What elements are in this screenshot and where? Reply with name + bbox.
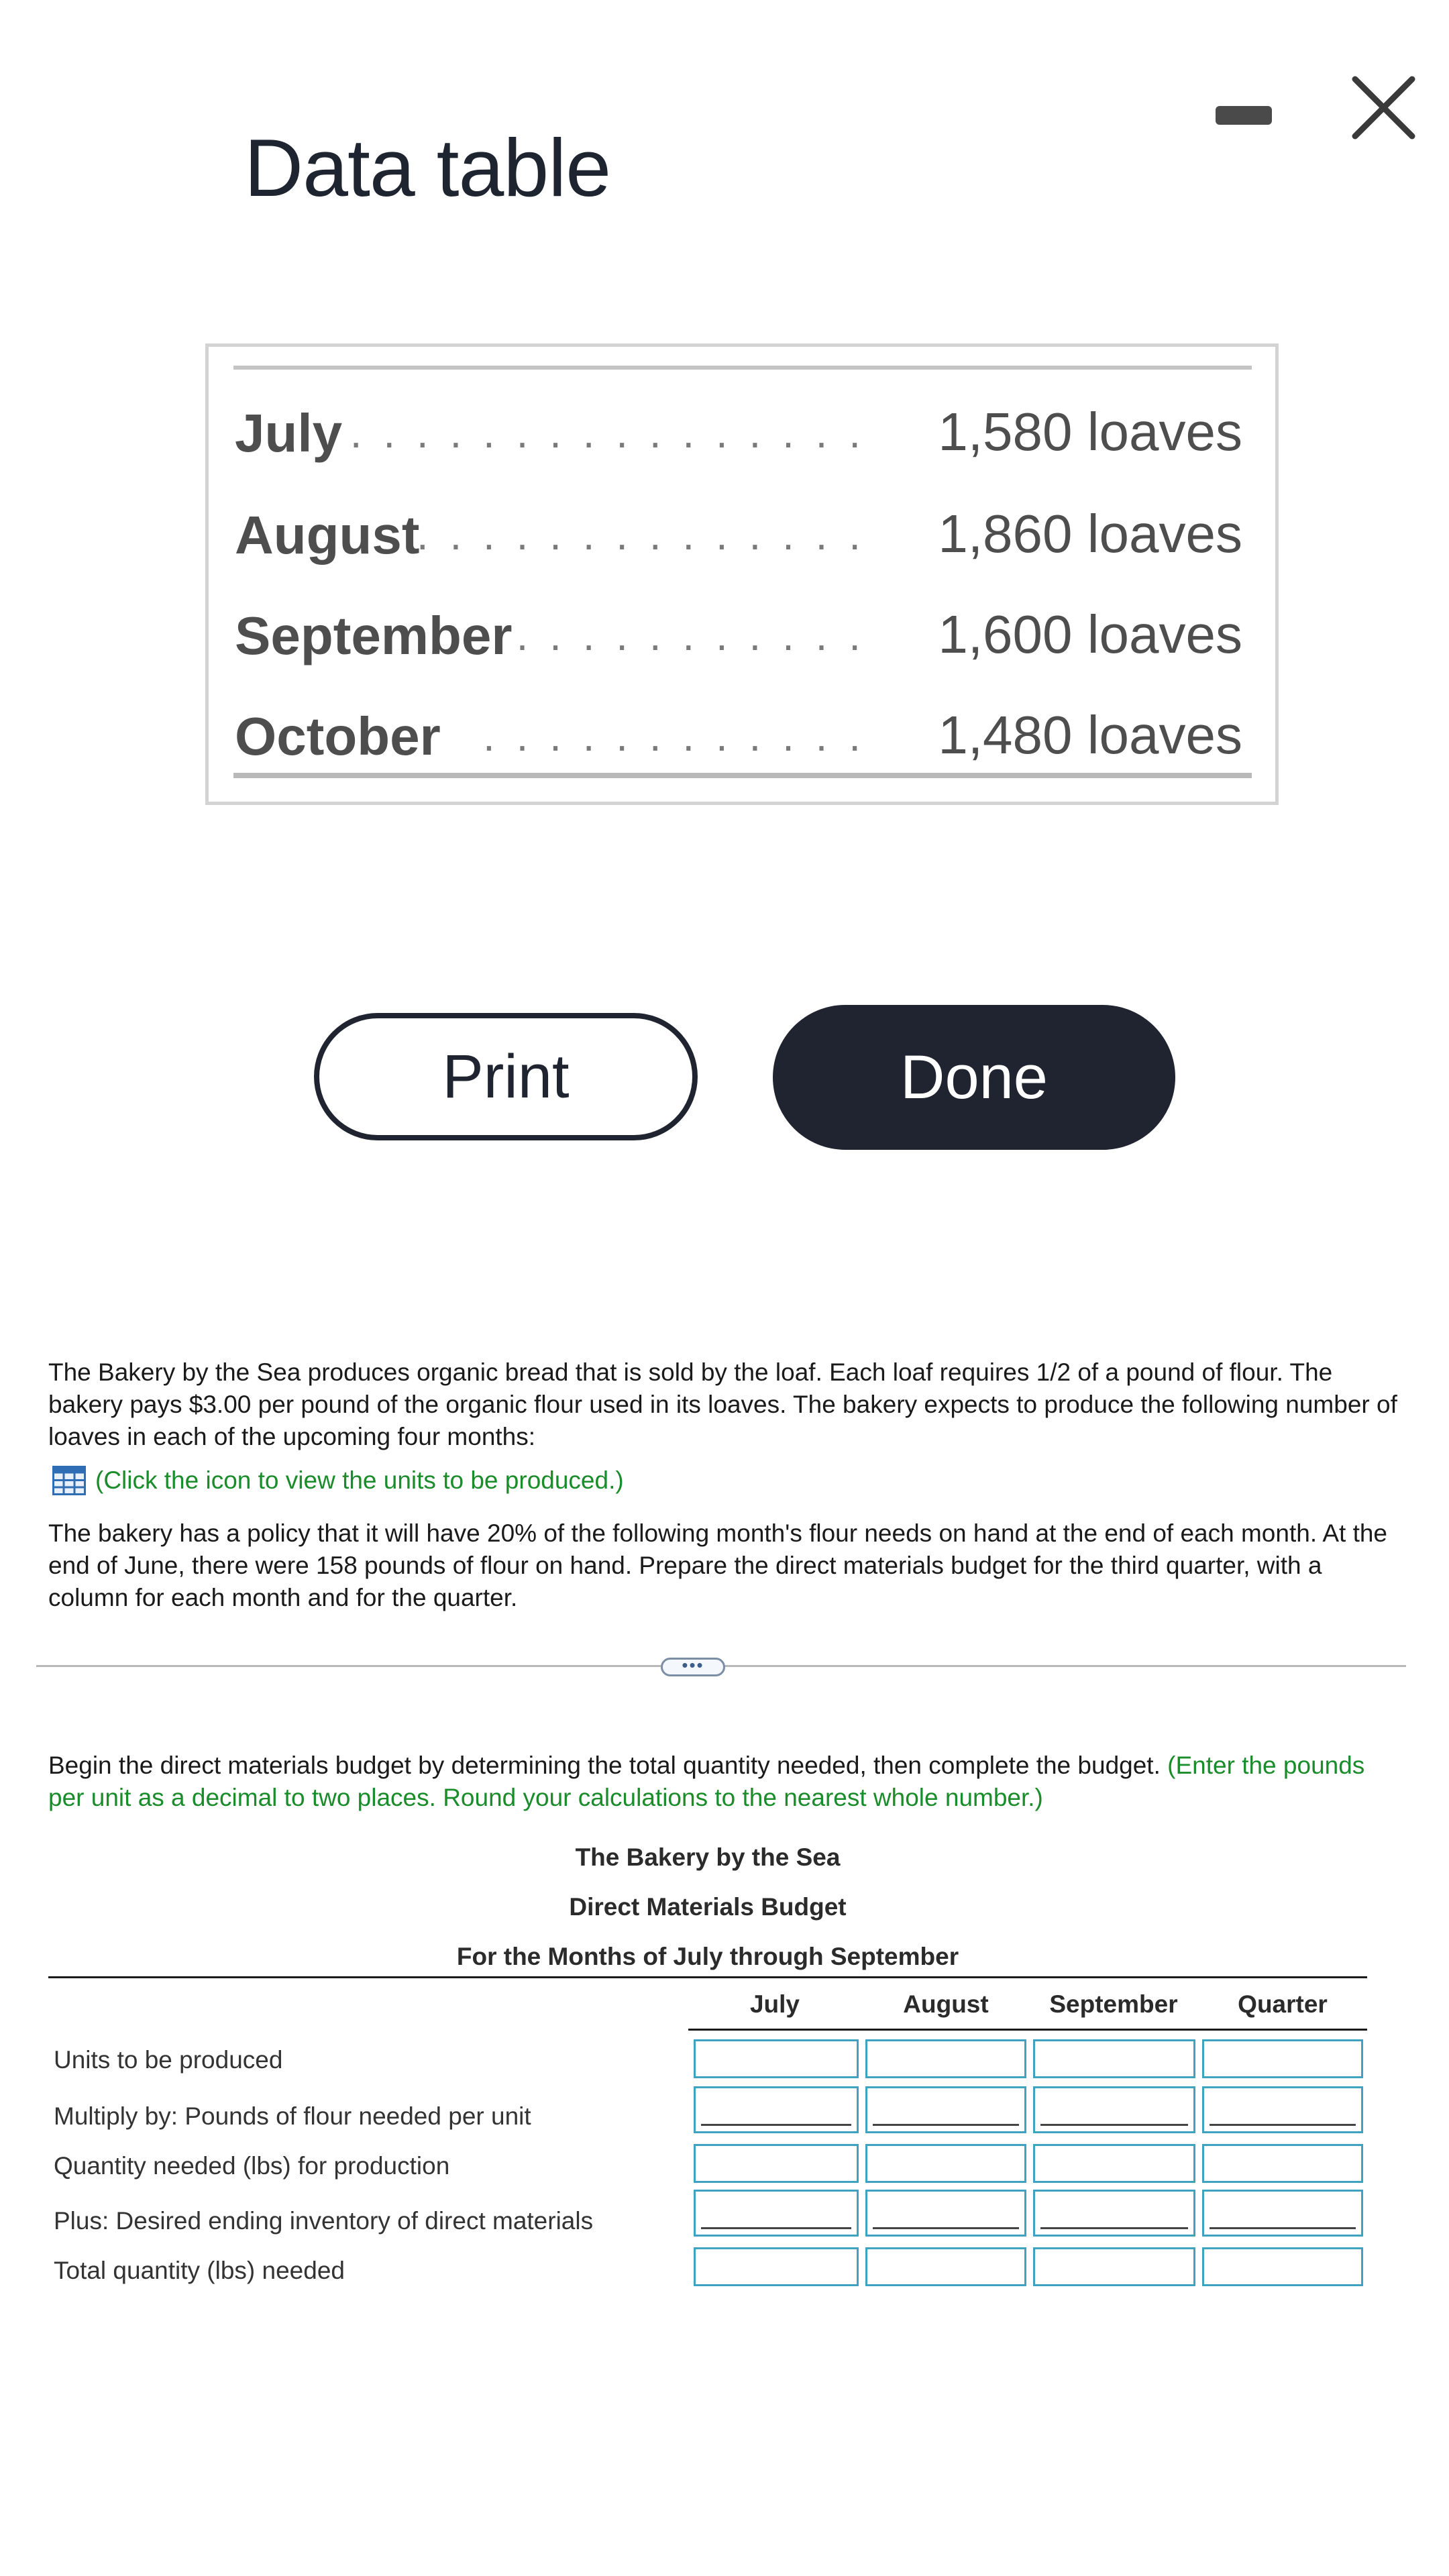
expand-more-button[interactable]: •••	[661, 1658, 725, 1676]
view-units-link[interactable]	[52, 1464, 624, 1497]
input-total-july[interactable]	[694, 2247, 859, 2286]
view-units-link-text[interactable]: (Click the icon to view the units to be produced.)	[95, 1466, 624, 1494]
input-total-quarter[interactable]	[1202, 2247, 1363, 2286]
input-quantity-august[interactable]	[865, 2144, 1026, 2183]
data-table-row	[235, 388, 1248, 475]
input-units-august[interactable]	[865, 2039, 1026, 2078]
input-units-july[interactable]	[694, 2039, 859, 2078]
row-label-quantity-production: Quantity needed (lbs) for production	[54, 2152, 450, 2180]
close-button[interactable]	[1348, 72, 1419, 143]
input-quantity-july[interactable]	[694, 2144, 859, 2183]
budget-header-rule	[48, 1976, 1367, 1978]
column-header-august: August	[903, 1990, 989, 2018]
input-ending-inv-july[interactable]	[694, 2190, 859, 2237]
column-header-september: September	[1049, 1990, 1178, 2018]
input-ending-inv-august[interactable]	[865, 2190, 1026, 2237]
data-table-row	[235, 691, 1248, 778]
modal-title: Data table	[244, 122, 611, 213]
row-label-pounds-per-unit: Multiply by: Pounds of flour needed per unit	[54, 2102, 531, 2130]
budget-title: Direct Materials Budget	[569, 1893, 847, 1921]
input-ending-inv-quarter[interactable]	[1202, 2190, 1363, 2237]
minimize-icon	[1216, 106, 1272, 125]
row-label-units-produced: Units to be produced	[54, 2046, 283, 2074]
input-pounds-quarter[interactable]	[1202, 2086, 1363, 2133]
budget-company: The Bakery by the Sea	[575, 1843, 841, 1871]
problem-paragraph: The Bakery by the Sea produces organic bread that is sold by the loaf. Each loaf requires 1/2 of a pound of flour. The bakery pays $3.00 per pound of the organic flour used in its loaves. The bakery expects to produce the following number of loaves in each of the upcoming four months:	[48, 1358, 1397, 1450]
row-label-ending-inventory: Plus: Desired ending inventory of direct materials	[54, 2207, 594, 2235]
data-table-leader-dots: . . . . . . . . . . . .	[483, 712, 865, 760]
input-total-september[interactable]	[1033, 2247, 1195, 2286]
data-table-leader-dots: . . . . . . . . . . . . . .	[416, 511, 865, 559]
row-label-total-quantity: Total quantity (lbs) needed	[54, 2257, 345, 2284]
column-header-july: July	[749, 1990, 800, 2018]
instruction-main: Begin the direct materials budget by determining the total quantity needed, then complete the budget.	[48, 1752, 1161, 1779]
input-ending-inv-september[interactable]	[1033, 2190, 1195, 2237]
budget-period: For the Months of July through September	[456, 1943, 959, 1970]
input-units-quarter[interactable]	[1202, 2039, 1363, 2078]
data-table-row	[235, 490, 1248, 577]
data-table-month: August	[235, 505, 420, 565]
input-pounds-august[interactable]	[865, 2086, 1026, 2133]
print-button[interactable]: Print	[314, 1013, 698, 1140]
input-pounds-september[interactable]	[1033, 2086, 1195, 2133]
minimize-button[interactable]	[1214, 101, 1275, 127]
data-table-month: October	[235, 706, 441, 766]
policy-paragraph: The bakery has a policy that it will have 20% of the following month's flour needs on hand at the end of each month. At the end of June, there were 158 pounds of flour on hand. Prepare the direct materials budget for the third quarter, with a column for each month and for the quarter.	[48, 1519, 1388, 1611]
column-header-quarter: Quarter	[1238, 1990, 1328, 2018]
data-table-month: September	[235, 606, 513, 665]
data-table-leader-dots: . . . . . . . . . . .	[516, 611, 865, 659]
input-quantity-quarter[interactable]	[1202, 2144, 1363, 2183]
table-grid-icon	[52, 1466, 86, 1495]
data-table-quantity: 1,860 loaves	[938, 504, 1242, 564]
data-table-quantity: 1,580 loaves	[938, 402, 1242, 462]
column-header-rule	[688, 2029, 1367, 2031]
data-table-top-rule	[233, 366, 1252, 370]
input-units-september[interactable]	[1033, 2039, 1195, 2078]
close-icon	[1348, 72, 1419, 143]
data-table-leader-dots: . . . . . . . . . . . . . . . .	[350, 409, 865, 457]
data-table-quantity: 1,600 loaves	[938, 604, 1242, 664]
instruction-hint: (Enter the pounds per unit as a decimal to two places. Round your calculations to the nearest whole number.)	[48, 1752, 1365, 1811]
data-table-row	[235, 590, 1248, 678]
input-quantity-september[interactable]	[1033, 2144, 1195, 2183]
instruction-text	[48, 1750, 1401, 1814]
data-table-bottom-rule	[233, 773, 1252, 778]
input-pounds-july[interactable]	[694, 2086, 859, 2133]
done-button[interactable]: Done	[773, 1005, 1175, 1150]
data-table-quantity: 1,480 loaves	[938, 705, 1242, 765]
data-table-month: July	[235, 403, 343, 463]
input-total-august[interactable]	[865, 2247, 1026, 2286]
